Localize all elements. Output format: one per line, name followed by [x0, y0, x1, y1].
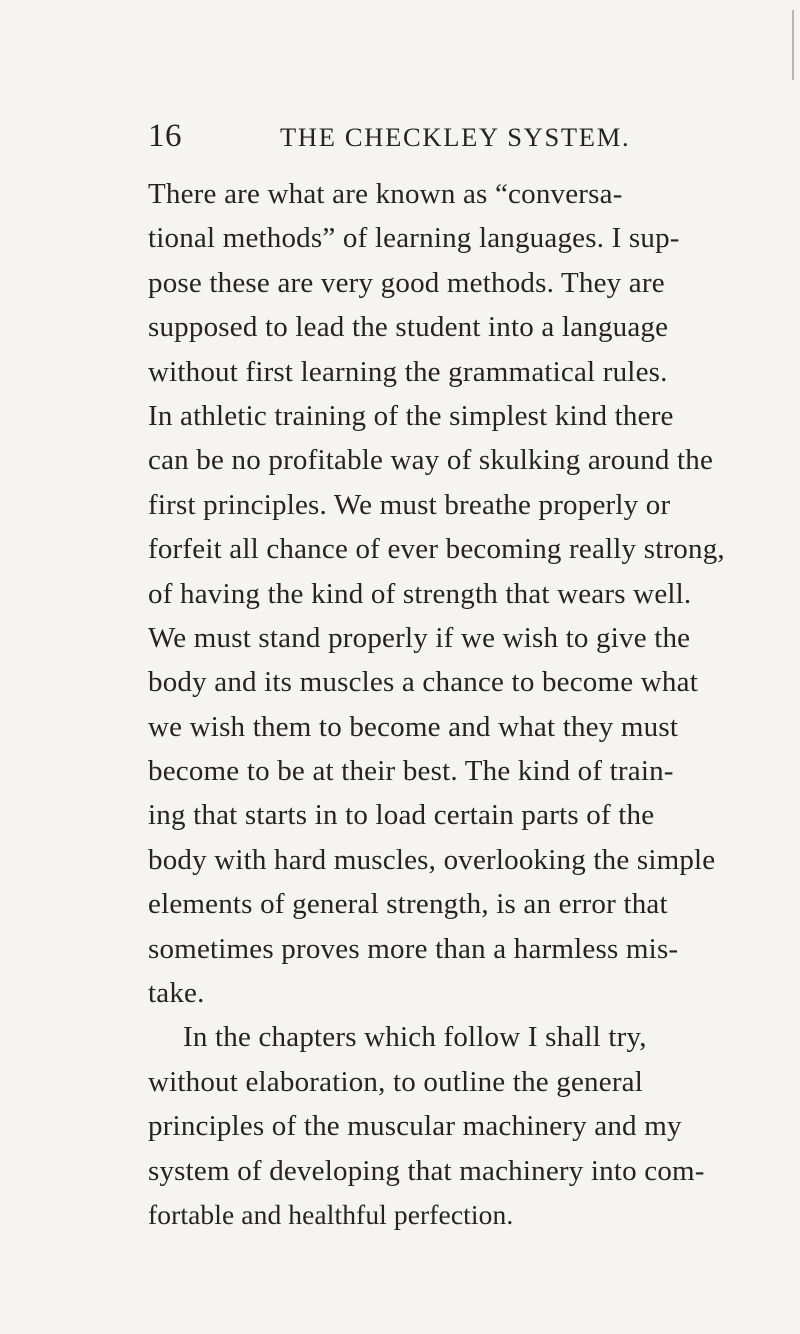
text-line: become to be at their best. The kind of train- [148, 755, 674, 788]
text-line: body with hard muscles, overlooking the simple [148, 843, 716, 876]
text-line: tional methods” of learning languages. I sup- [148, 222, 680, 255]
text-line: In athletic training of the simplest kind there [148, 399, 674, 432]
text-line: system of developing that machinery into com- [148, 1154, 705, 1187]
page-edge-mark [792, 10, 794, 80]
text-line: supposed to lead the student into a language [148, 311, 669, 344]
text-line: principles of the muscular machinery and my [148, 1110, 682, 1143]
text-line: we wish them to become and what they must [148, 710, 679, 743]
text-line: pose these are very good methods. They are [148, 266, 665, 299]
body-text [148, 172, 768, 1237]
text-line: forfeit all chance of ever becoming really strong, [148, 533, 725, 566]
text-line: We must stand properly if we wish to give the [148, 621, 691, 654]
page-number: 16 [148, 118, 182, 154]
text-line: take. [148, 977, 205, 1010]
text-line: ing that starts in to load certain parts of the [148, 799, 655, 832]
text-line: elements of general strength, is an error that [148, 888, 668, 921]
text-line: without first learning the grammatical rules. [148, 355, 668, 388]
text-line: In the chapters which follow I shall try, [183, 1021, 647, 1054]
text-line: fortable and healthful perfection. [148, 1198, 514, 1230]
text-line: of having the kind of strength that wears well. [148, 577, 692, 610]
running-header [148, 118, 708, 158]
text-line: can be no profitable way of skulking around the [148, 444, 714, 477]
text-line: without elaboration, to outline the general [148, 1065, 644, 1098]
text-line: body and its muscles a chance to become what [148, 666, 698, 699]
text-line: sometimes proves more than a harmless mis- [148, 932, 679, 965]
text-line: There are what are known as “conversa- [148, 178, 623, 210]
running-title: THE CHECKLEY SYSTEM. [280, 122, 631, 152]
text-line: first principles. We must breathe properly or [148, 488, 671, 521]
